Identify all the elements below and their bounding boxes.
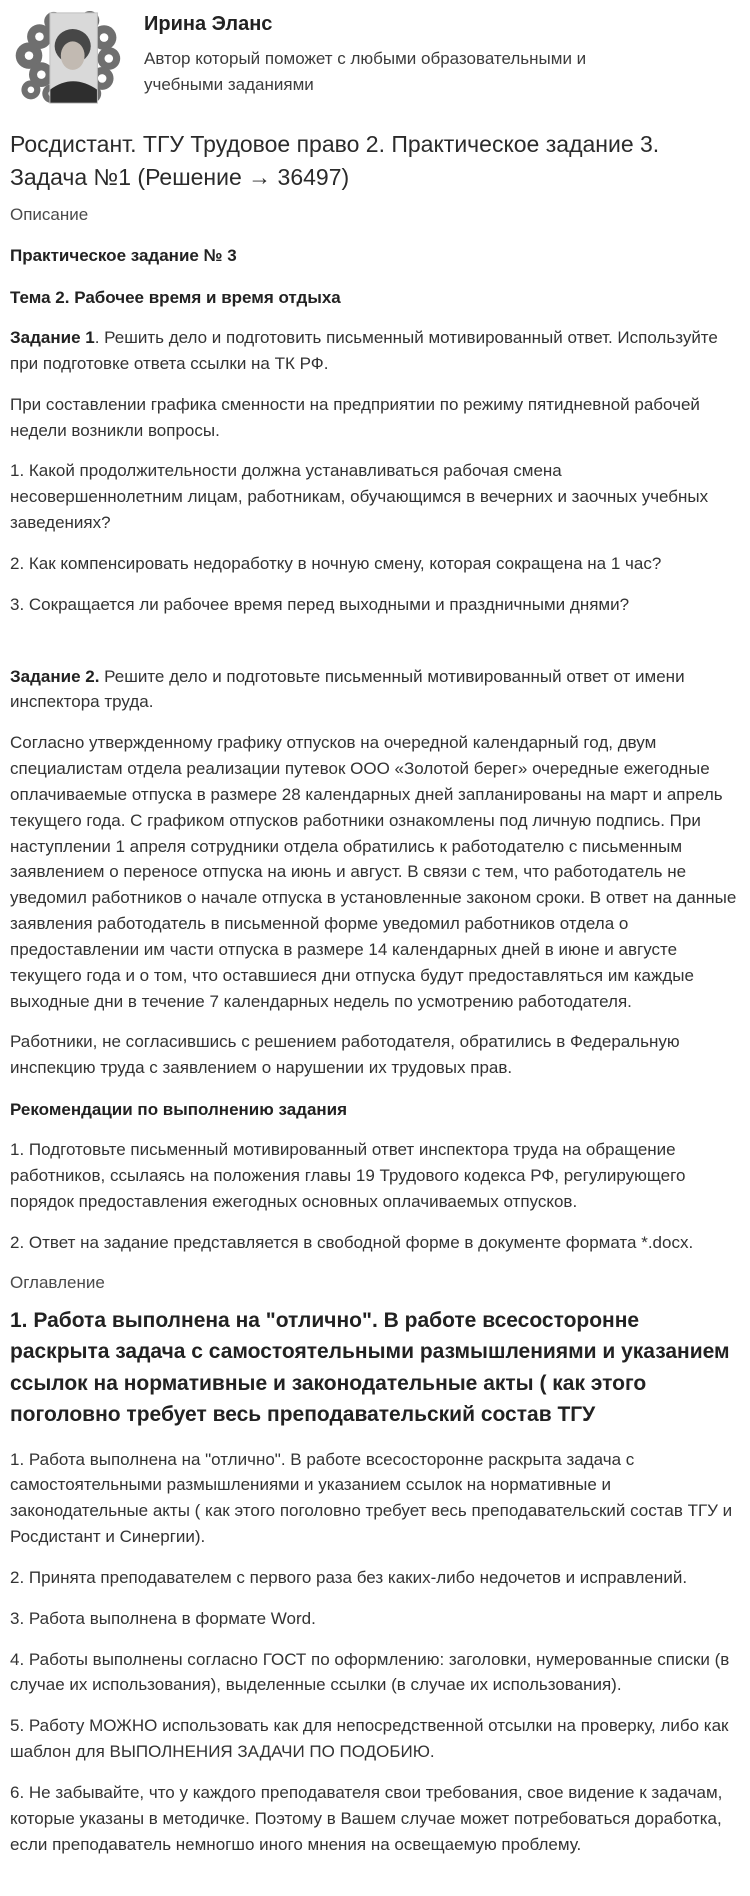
author-name: Ирина Эланс bbox=[144, 13, 273, 35]
task2-text: Решите дело и подготовьте письменный мотивированный ответ от имени инспектора труда. bbox=[10, 666, 685, 712]
toc-item-5: 5. Работу МОЖНО использовать как для непосредственной отсылки на проверку, либо как шаблон для ВЫПОЛНЕНИЯ ЗАДАЧИ ПО ПОДОБИЮ. bbox=[10, 1716, 729, 1762]
theme-heading: Тема 2. Рабочее время и время отдыха bbox=[10, 287, 341, 307]
workers-paragraph: Работники, не согласившись с решением работодателя, обратились в Федеральную инспекцию труда с заявлением о нарушении их трудовых прав. bbox=[10, 1032, 680, 1078]
task1-label: Задание 1 bbox=[10, 328, 95, 348]
avatar bbox=[10, 8, 124, 108]
page-title: Росдистант. ТГУ Трудовое право 2. Практическое задание 3. Задача №1 (Решение → 36497) bbox=[10, 131, 660, 190]
task-number-heading: Практическое задание № 3 bbox=[10, 246, 237, 266]
description-label: Описание bbox=[10, 205, 89, 225]
author-meta bbox=[144, 8, 624, 97]
question-1: 1. Какой продолжительности должна устанавливаться рабочая смена несовершеннолетним лицам, работникам, обучающимся в вечерних и заочных учебных заведениях? bbox=[10, 461, 709, 533]
toc-item-6: 6. Не забывайте, что у каждого преподавателя свои требования, свое видение к задачам, которые указаны в методичке. Поэтому в Вашем случае может потребоваться доработка, если преподаватель немногшо иного мнения на освещаемую проблему. bbox=[10, 1782, 723, 1854]
author-portrait-icon bbox=[10, 8, 124, 108]
task2-paragraph bbox=[10, 664, 738, 716]
toc-item-4: 4. Работы выполнены согласно ГОСТ по оформлению: заголовки, нумерованные списки (в случае их использования), выделенные ссылки (в случае их использования). bbox=[10, 1649, 730, 1695]
author-header bbox=[10, 8, 738, 108]
question-2: 2. Как компенсировать недоработку в ночную смену, которая сокращена на 1 час? bbox=[10, 553, 662, 573]
toc-item-2: 2. Принята преподавателем с первого раза без каких-либо недочетов и исправлений. bbox=[10, 1567, 688, 1587]
recommendation-2: 2. Ответ на задание представляется в свободной форме в документе формата *.docx. bbox=[10, 1232, 694, 1252]
toc-item-1: 1. Работа выполнена на "отлично". В работе всесосторонне раскрыта задача с самостоятельными размышлениями и указанием ссылок на нормативные и законодательные акты ( как этого поголовно требует весь преподавательский состав ТГУ и Росдистант и Синергии). bbox=[10, 1449, 733, 1547]
question-3: 3. Сокращается ли рабочее время перед выходными и праздничными днями? bbox=[10, 594, 630, 614]
recommendation-1: 1. Подготовьте письменный мотивированный ответ инспектора труда на обращение работников, ссылаясь на положения главы 19 Трудового кодекса РФ, регулирующего порядок предоставления ежегодных основных оплачиваемых отпусков. bbox=[10, 1140, 686, 1212]
author-subtitle: Автор который поможет с любыми образовательными и учебными заданиями bbox=[144, 49, 587, 94]
case-paragraph: Согласно утвержденному графику отпусков на очередной календарный год, двум специалистам отдела реализации путевок ООО «Золотой берег» очередные ежегодные оплачиваемые отпуска в размере 28 календарных дней запланированы на март и апрель текущего года. С графиком отпусков работники ознакомлены под личную подпись. При наступлении 1 апреля сотрудники отдела обратились к работодателю с письменным заявлением о переносе отпуска на июнь и август. В связи с тем, что работодатель не уведомил работников о начале отпуска в установленные законом сроки. В ответ на данные заявления работодатель в письменной форме уведомил работников отдела о предоставлении им части отпуска в размере 14 календарных дней в июне и августе текущего года и о том, что оставшиеся дни отпуска будут предоставляться им каждые выходные дни в течение 7 календарных недель по усмотрению работодателя. bbox=[10, 733, 737, 1011]
task1-text: . Решить дело и подготовить письменный мотивированный ответ. Используйте при подготовке ответа ссылки на ТК РФ. bbox=[10, 328, 718, 373]
toc-label: Оглавление bbox=[10, 1272, 105, 1292]
recommendations-heading: Рекомендации по выполнению задания bbox=[10, 1099, 348, 1119]
task2-label: Задание 2. bbox=[10, 666, 100, 686]
task1-paragraph bbox=[10, 325, 738, 377]
toc-heading: 1. Работа выполнена на "отлично". В работе всесосторонне раскрыта задача с самостоятельными размышлениями и указанием ссылок на нормативные и законодательные акты ( как этого поголовно требует весь преподавательский состав ТГУ bbox=[10, 1308, 730, 1427]
intro-paragraph: При составлении графика сменности на предприятии по режиму пятидневной рабочей недели возникли вопросы. bbox=[10, 394, 700, 440]
toc-item-3: 3. Работа выполнена в формате Word. bbox=[10, 1608, 316, 1628]
